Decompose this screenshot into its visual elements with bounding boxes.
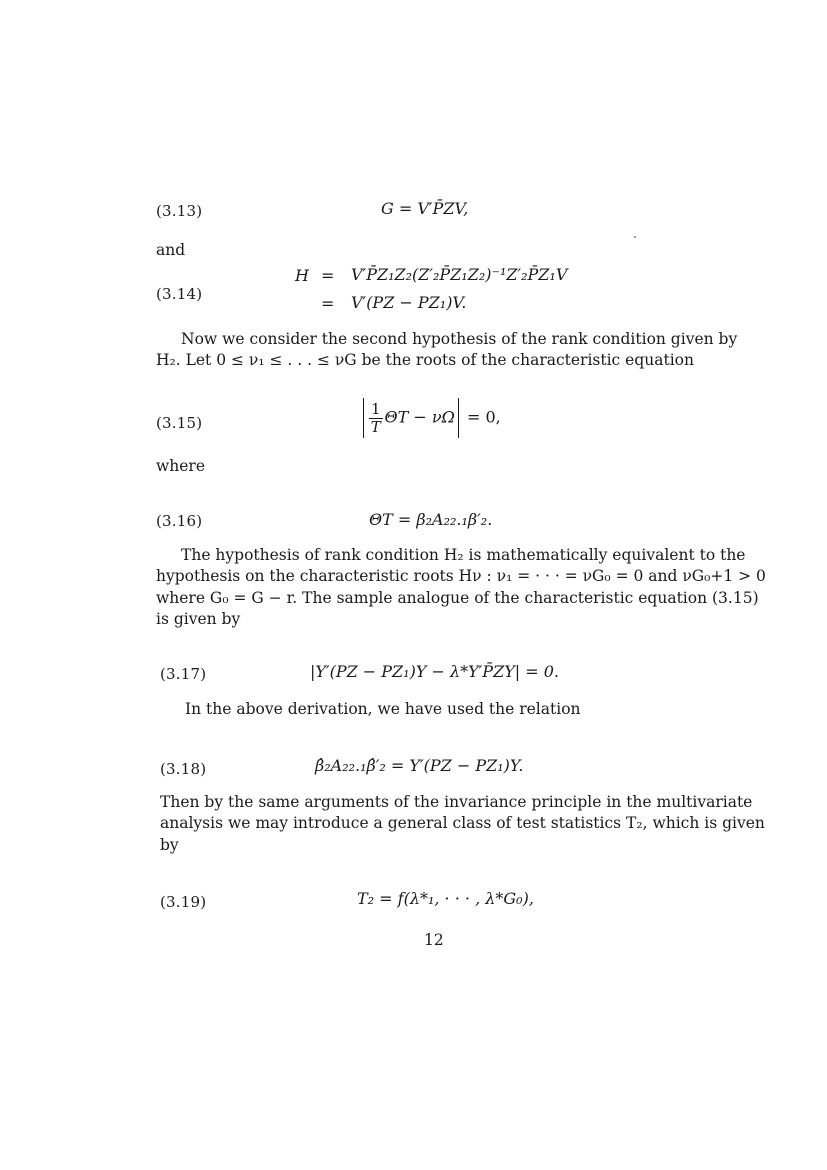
equation-3-14-eq1: =	[321, 266, 335, 285]
equation-number-3-18: (3.18)	[160, 760, 207, 778]
equation-3-15-body: ΘT − νΩ	[384, 407, 455, 427]
paragraph-4-line-1: Then by the same arguments of the invariance principle in the multivariate	[160, 793, 753, 811]
scan-speck	[634, 236, 636, 238]
paragraph-2-line-2: hypothesis on the characteristic roots Hν : ν₁ = · · · = νG₀ = 0 and νG₀+1 > 0	[156, 567, 766, 585]
equation-3-17: |Y′(PZ − PZ₁)Y − λ*Y′P̄ZY| = 0.	[310, 662, 559, 681]
equation-3-14-eq2: =	[321, 294, 335, 313]
paragraph-4-line-3: by	[160, 836, 179, 854]
determinant-bar-right	[458, 398, 459, 438]
text-and: and	[156, 241, 186, 259]
fraction-1-over-T	[369, 401, 383, 436]
equation-3-14-lhs: H	[295, 266, 309, 285]
equation-3-14-rhs2: V′(PZ − PZ₁)V.	[351, 293, 467, 312]
text-where: where	[156, 457, 206, 475]
paragraph-1-line-1: Now we consider the second hypothesis of the rank condition given by	[181, 330, 738, 348]
equation-number-3-13: (3.13)	[156, 202, 203, 220]
equation-number-3-17: (3.17)	[160, 665, 207, 683]
equation-3-19: T₂ = f(λ*₁, · · · , λ*G₀),	[357, 889, 534, 908]
equation-number-3-14: (3.14)	[156, 285, 203, 303]
determinant-bar-left	[363, 398, 364, 438]
paragraph-3-line-1: In the above derivation, we have used the relation	[185, 700, 581, 718]
equation-3-15-rhs: = 0,	[467, 407, 501, 427]
paragraph-2-line-4: is given by	[156, 610, 241, 628]
paragraph-1-line-2: H₂. Let 0 ≤ ν₁ ≤ . . . ≤ νG be the roots of the characteristic equation	[156, 351, 694, 369]
paragraph-4-line-2: analysis we may introduce a general class of test statistics T₂, which is given	[160, 814, 765, 832]
equation-number-3-19: (3.19)	[160, 893, 207, 911]
equation-3-16: ΘT = β₂A₂₂.₁β′₂.	[369, 510, 493, 529]
equation-number-3-16: (3.16)	[156, 512, 203, 530]
equation-3-13: G = V′P̄ZV,	[381, 199, 469, 218]
fraction-numerator: 1	[371, 399, 381, 418]
equation-3-14-rhs1: V′P̄Z₁Z₂(Z′₂P̄Z₁Z₂)⁻¹Z′₂P̄Z₁V	[351, 265, 568, 284]
equation-3-18: β̂₂A₂₂.₁β̂′₂ = Y′(PZ − PZ₁)Y.	[315, 756, 524, 775]
page-number: 12	[424, 931, 444, 949]
equation-3-15	[360, 398, 501, 438]
equation-number-3-15: (3.15)	[156, 414, 203, 432]
fraction-denominator: T	[370, 417, 381, 436]
paragraph-2-line-3: where G₀ = G − r. The sample analogue of the characteristic equation (3.15)	[156, 589, 759, 607]
paragraph-2-line-1: The hypothesis of rank condition H₂ is mathematically equivalent to the	[181, 546, 746, 564]
